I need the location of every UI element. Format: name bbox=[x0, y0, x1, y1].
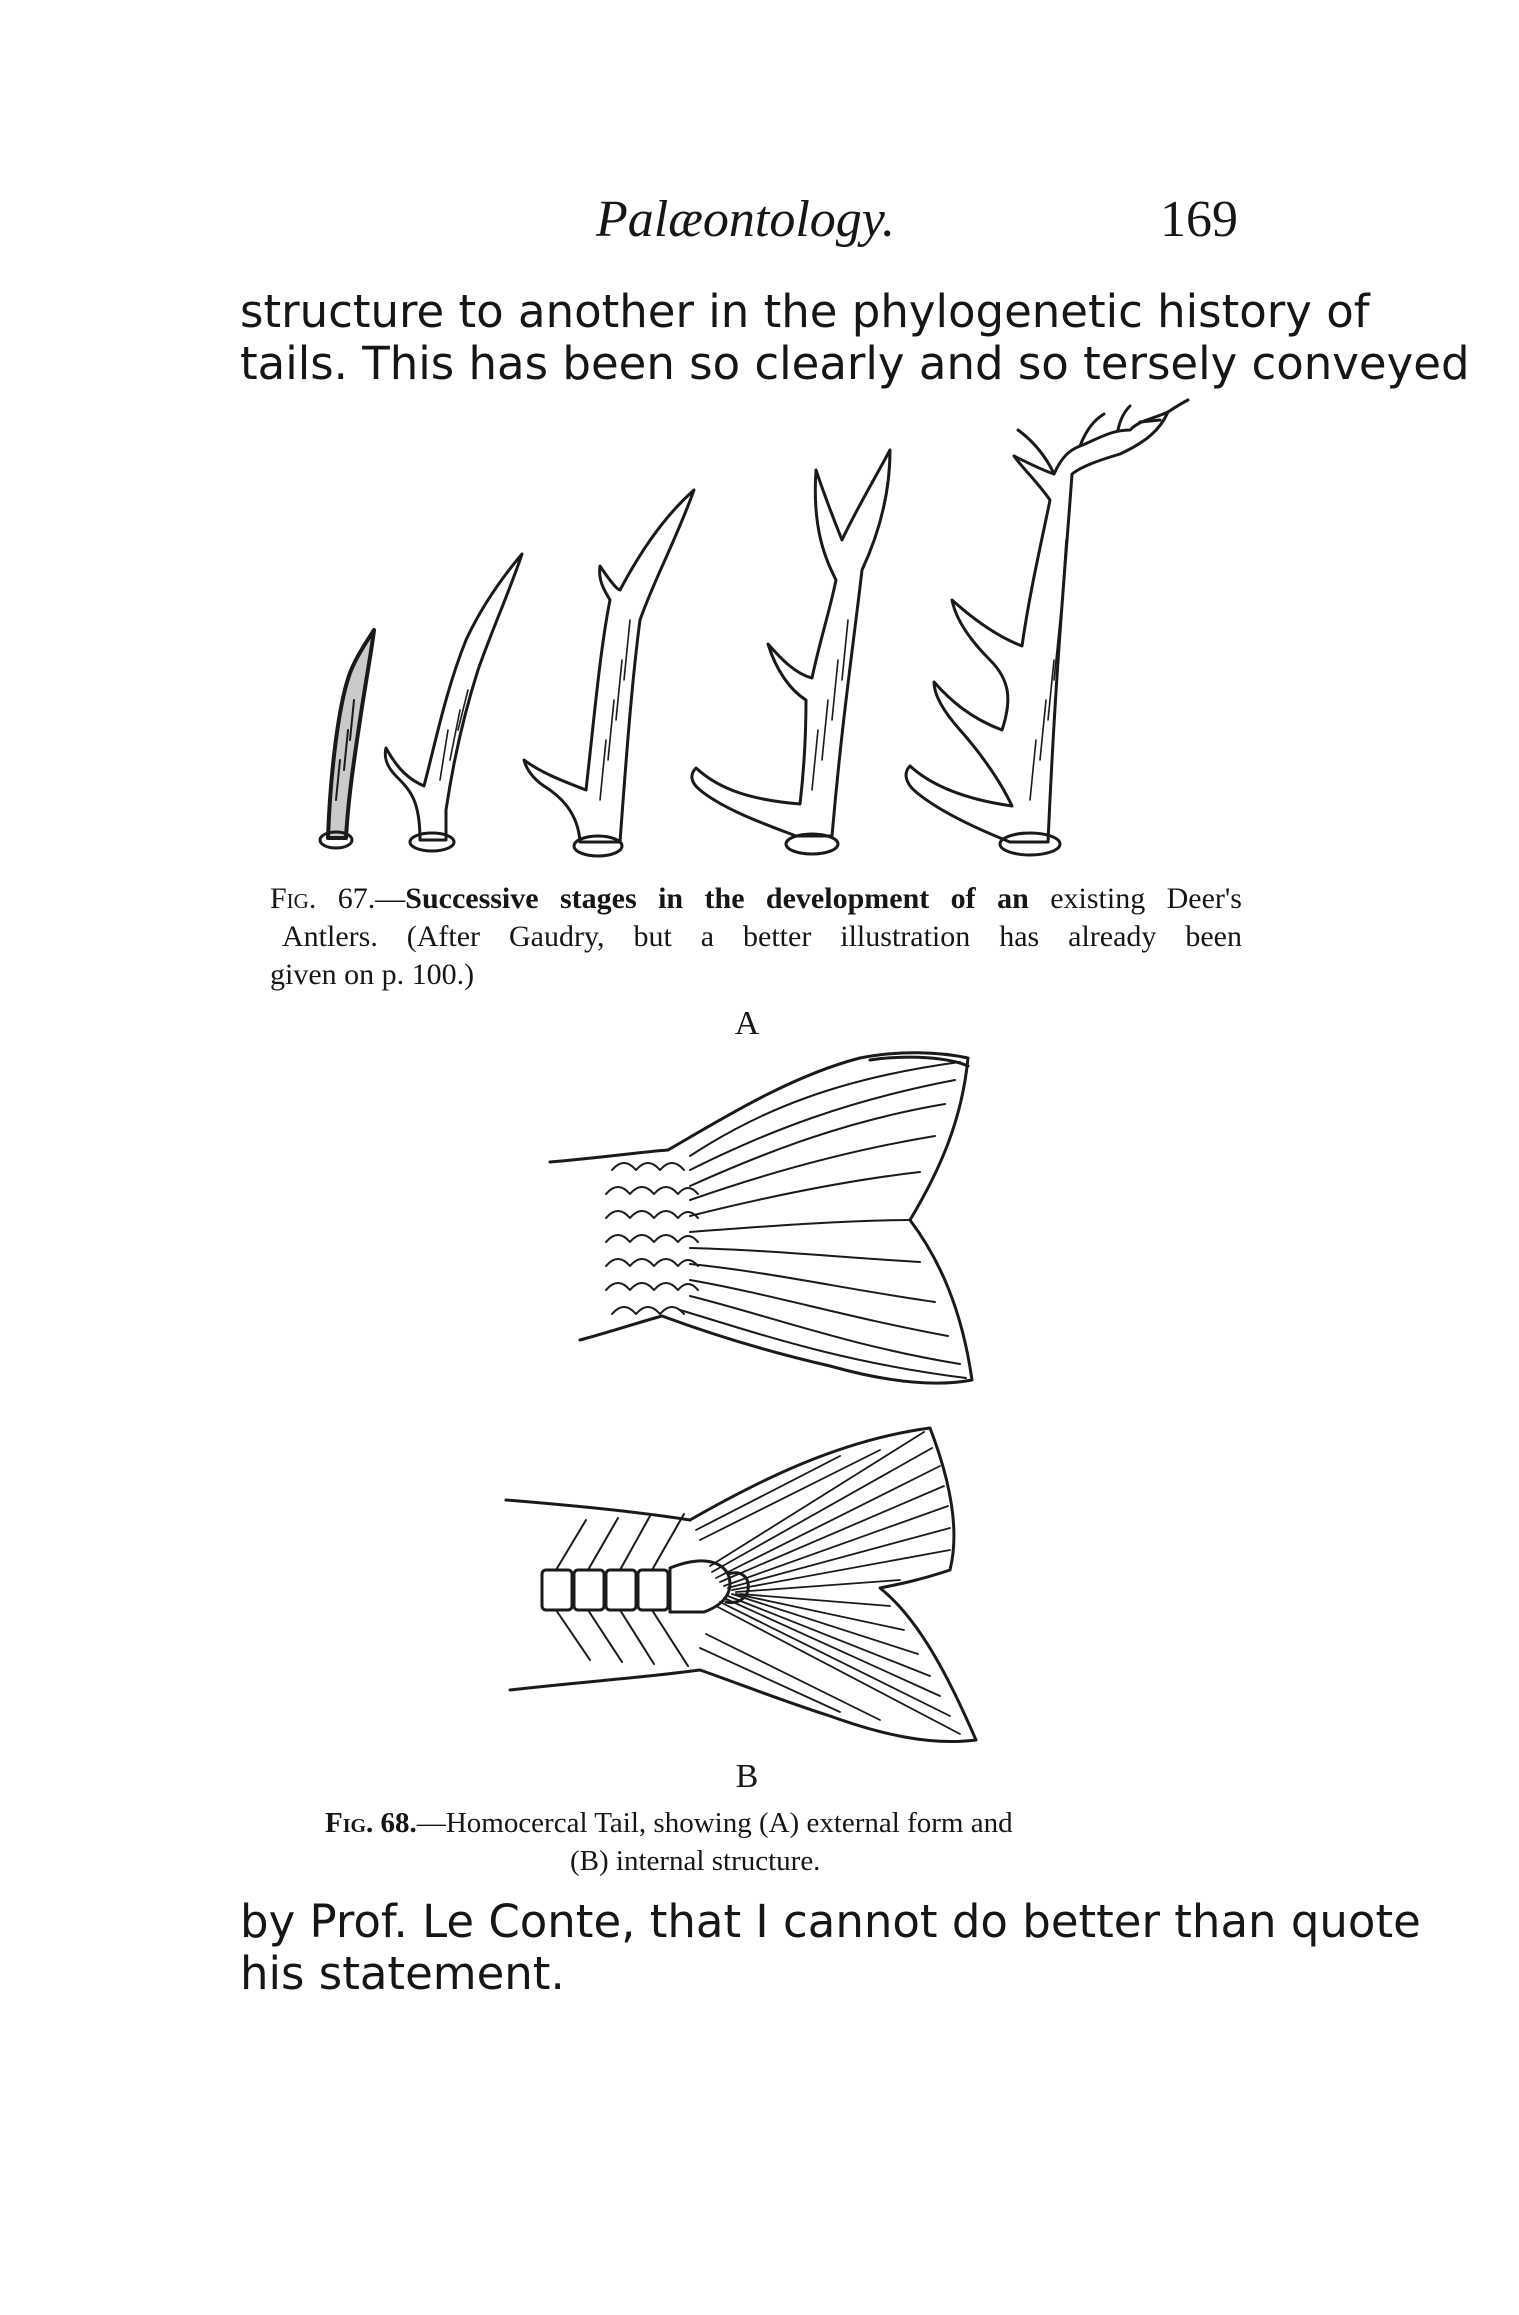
figure-67-caption-line: Antlers. (After Gaudry, but a better illustration has already been bbox=[282, 920, 1242, 953]
figure-68-caption bbox=[325, 1804, 1205, 1880]
figure-67-bold-text: Successive stages in the development of an bbox=[405, 882, 1029, 915]
figure-67-caption bbox=[270, 880, 1242, 994]
figure-67-label: Fig. 67. bbox=[270, 882, 376, 915]
figure-68-label-b: B bbox=[735, 1758, 759, 1795]
figure-67-dash: — bbox=[375, 882, 406, 915]
figure-68-caption-line: (B) internal structure. bbox=[570, 1845, 821, 1877]
running-title: Palæontology. bbox=[596, 191, 895, 248]
antler-stage-2 bbox=[385, 554, 522, 851]
antler-stage-4 bbox=[692, 450, 890, 854]
body-text-line: structure to another in the phylogenetic history of bbox=[240, 285, 1370, 338]
body-text-line: tails. This has been so clearly and so tersely conveyed bbox=[240, 337, 1470, 390]
antler-stage-3 bbox=[524, 490, 694, 856]
figure-67-caption-line: given on p. 100.) bbox=[270, 958, 475, 991]
figure-68-text: —Homocercal Tail, showing (A) external form and bbox=[416, 1807, 1013, 1839]
page-number: 169 bbox=[1160, 191, 1238, 248]
figure-68-label-a: A bbox=[734, 1005, 760, 1042]
body-text-line: his statement. bbox=[240, 1947, 565, 2000]
antler-stage-5 bbox=[906, 400, 1188, 855]
body-text-line: by Prof. Le Conte, that I cannot do better than quote bbox=[240, 1895, 1421, 1948]
figure-67-text: existing Deer's bbox=[1028, 882, 1242, 915]
antler-stage-1 bbox=[320, 630, 374, 848]
figure-68-label: Fig. 68. bbox=[325, 1807, 417, 1839]
